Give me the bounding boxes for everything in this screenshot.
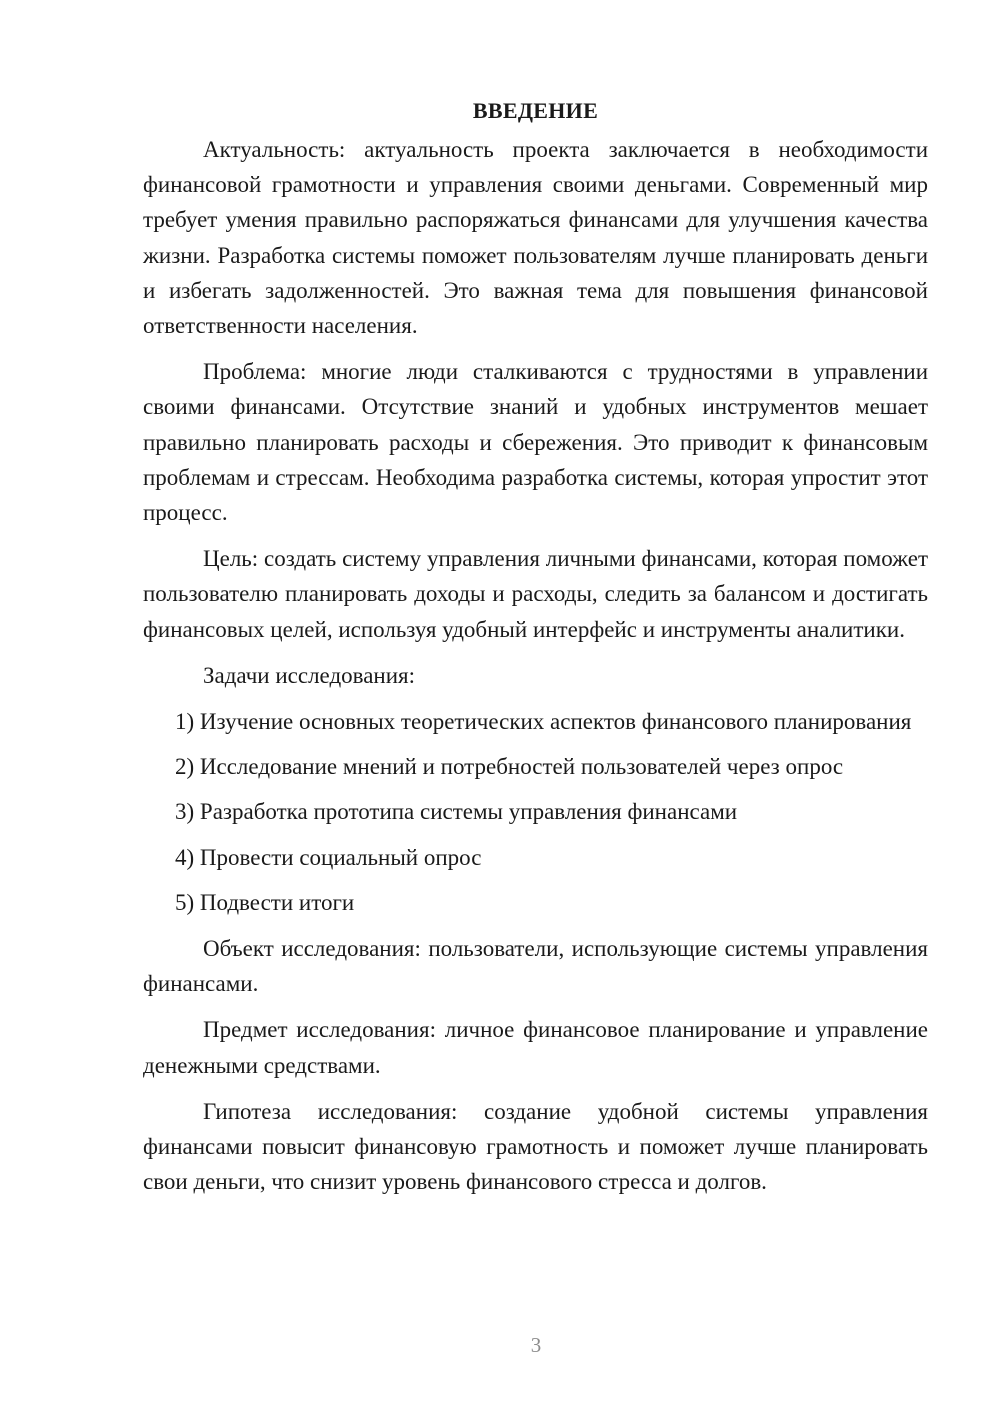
page-number: 3 [530, 1333, 542, 1357]
paragraph-goal: Цель: создать систему управления личными финансами, которая поможет пользователю планировать доходы и расходы, следить за балансом и достигать финансовых целей, используя удобный интерфейс и инструменты аналитики. [143, 546, 928, 642]
page-title: ВВЕДЕНИЕ [472, 98, 599, 123]
tasks-heading: Задачи исследования: [203, 662, 416, 688]
paragraph-relevance: Актуальность: актуальность проекта заключается в необходимости финансовой грамотности и управления своими деньгами. Современный мир требует умения правильно распоряжаться финансами для улучшения качества жизни. Разработка системы поможет пользователям лучше планировать деньги и избегать задолженностей. Это важная тема для повышения финансовой ответственности населения. [143, 137, 928, 339]
task-item: 1) Изучение основных теоретических аспектов финансового планирования [175, 709, 912, 735]
paragraph-hypothesis: Гипотеза исследования: создание удобной системы управления финансами повысит финансовую грамотность и поможет лучше планировать свои деньги, что снизит уровень финансового стресса и долгов. [143, 1098, 928, 1195]
paragraph-object: Объект исследования: пользователи, использующие системы управления финансами. [143, 936, 928, 997]
document-page [143, 96, 928, 1210]
paragraph-problem: Проблема: многие люди сталкиваются с трудностями в управлении своими финансами. Отсутствие знаний и удобных инструментов мешает правильно планировать расходы и сбережения. Это приводит к финансовым проблемам и стрессам. Необходима разработка системы, которая упростит этот процесс. [143, 359, 928, 526]
task-item: 3) Разработка прототипа системы управления финансами [175, 799, 738, 825]
task-item: 5) Подвести итоги [175, 889, 355, 915]
paragraph-subject: Предмет исследования: личное финансовое планирование и управление денежными средствами. [143, 1017, 928, 1078]
task-item: 4) Провести социальный опрос [175, 844, 482, 870]
task-item: 2) Исследование мнений и потребностей пользователей через опрос [175, 754, 844, 780]
